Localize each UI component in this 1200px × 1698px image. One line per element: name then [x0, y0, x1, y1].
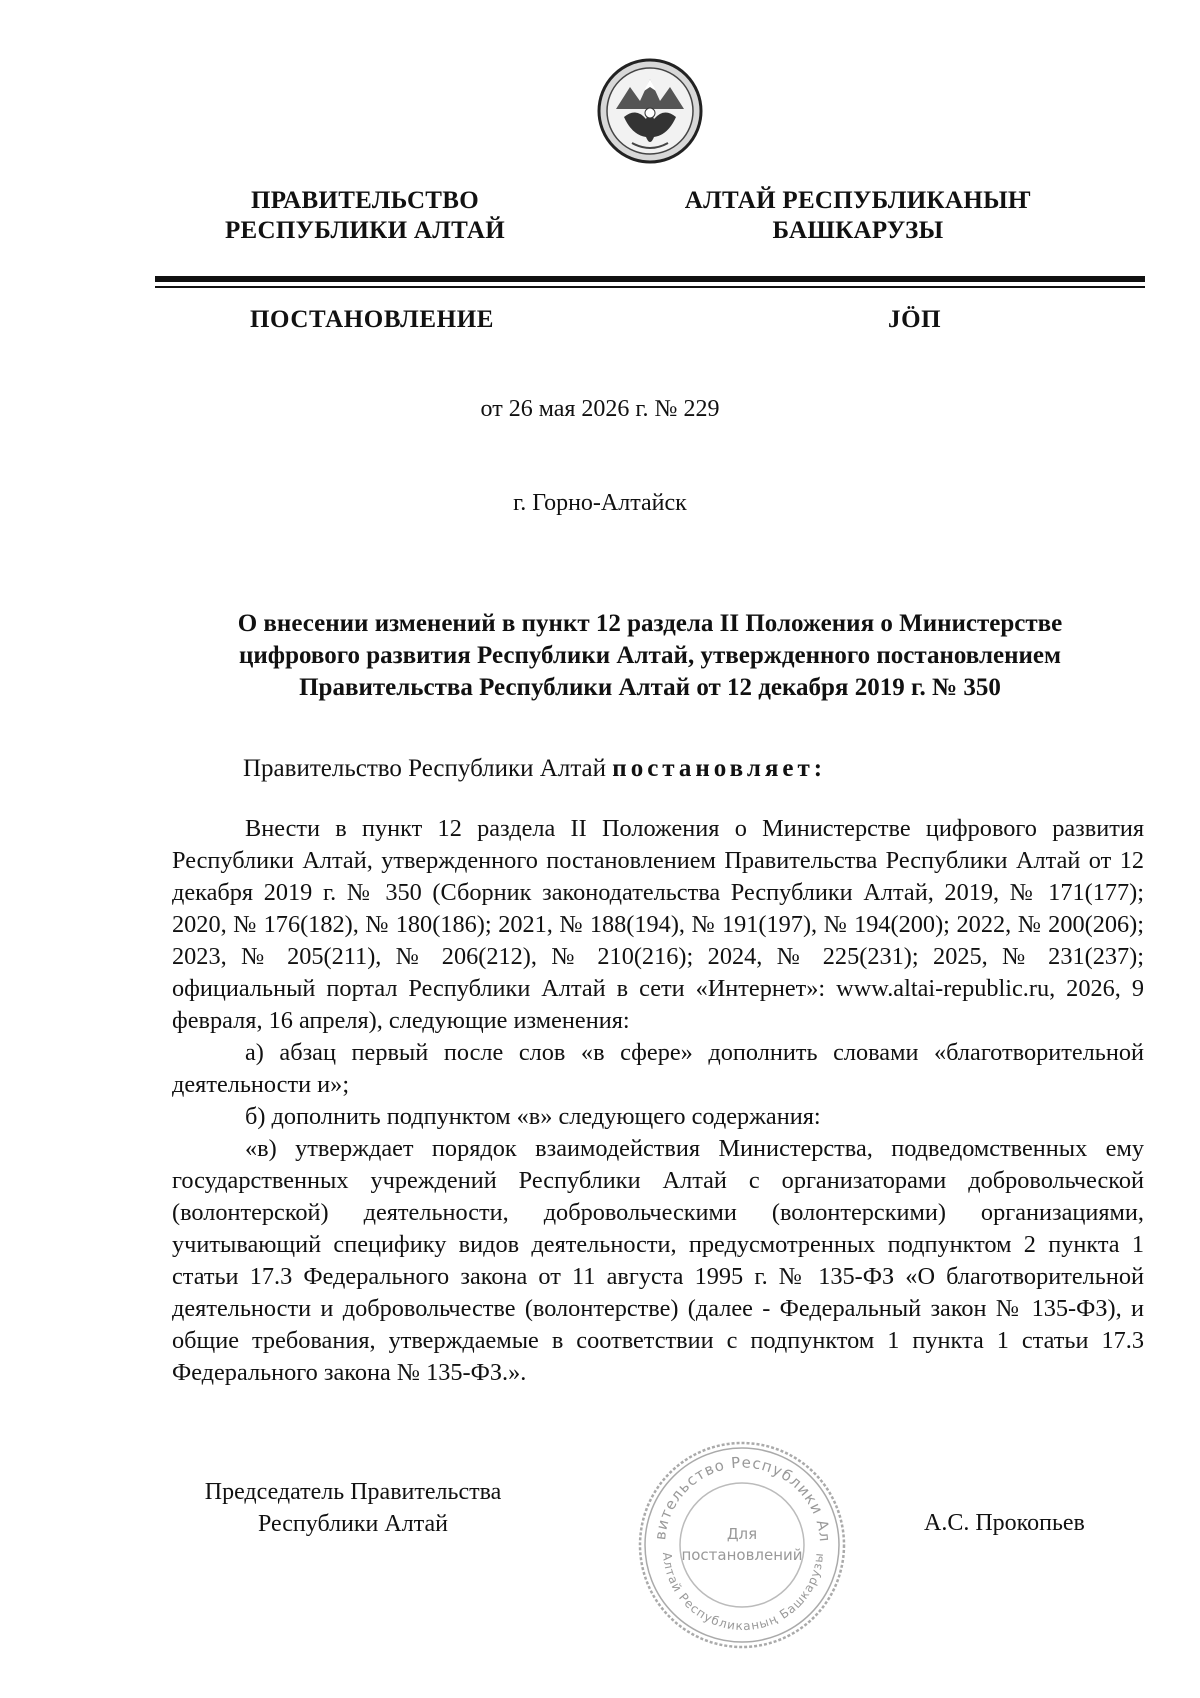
- signatory-position-line2: Республики Алтай: [258, 1511, 448, 1537]
- doc-type-altai: JÖП: [888, 306, 942, 333]
- preamble-text: Правительство Республики Алтай: [243, 755, 613, 782]
- stamp-seal-icon: [635, 1438, 850, 1653]
- preamble: [170, 755, 1130, 783]
- preamble-emphasis: постановляет:: [612, 755, 827, 782]
- header-left: [200, 186, 530, 246]
- signatory-position: [188, 1476, 518, 1540]
- body-paragraph: «в) утверждает порядок взаимодействия Министерства, подведомственных ему государственных учреждений Республики Алтай с организаторами добровольческой (волонтерской) деятельности, добровольческими (волонтерскими) организациями, учитывающий специфику видов деятельности, предусмотренных подпунктом 2 пункта 1 статьи 17.3 Федерального закона от 11 августа 1995 г. № 135-ФЗ «О благотворительной деятельности и добровольчестве (волонтерстве) (далее - Федеральный закон № 135-ФЗ), и общие требования, утверждаемые в соответствии с подпунктом 1 пункта 1 статьи 17.3 Федерального закона № 135-ФЗ.».: [172, 1135, 1144, 1386]
- header-right-line2: БАШКАРУЗЫ: [772, 217, 944, 244]
- coat-of-arms-emblem: [596, 57, 704, 165]
- stamp-inner-line1: Для: [726, 1525, 758, 1543]
- header-left-line2: РЕСПУБЛИКИ АЛТАЙ: [224, 217, 505, 244]
- title-line: О внесении изменений в пункт 12 раздела II Положения о Министерстве: [237, 610, 1063, 637]
- stamp-outer-text-bottom: Алтай Республиканың Башкарузы: [659, 1551, 827, 1634]
- signatory-name: А.С. Прокопьев: [924, 1510, 1085, 1536]
- stamp-inner-line2: постановлений: [681, 1546, 803, 1564]
- document-date-number: от 26 мая 2026 г. № 229: [480, 396, 720, 422]
- coat-of-arms-icon: [596, 57, 704, 165]
- header-divider-thick: [155, 276, 1145, 282]
- doc-type-russian: ПОСТАНОВЛЕНИЕ: [250, 306, 495, 333]
- document-title: [170, 608, 1130, 704]
- title-line: Правительства Республики Алтай от 12 декабря 2019 г. № 350: [299, 674, 1001, 701]
- header-left-line1: ПРАВИТЕЛЬСТВО: [251, 187, 479, 214]
- header-right-line1: АЛТАЙ РЕСПУБЛИКАНЫҤ: [684, 187, 1032, 214]
- document-body: [172, 813, 1144, 1389]
- signatory-position-line1: Председатель Правительства: [204, 1479, 502, 1505]
- body-paragraph: б) дополнить подпунктом «в» следующего содержания:: [245, 1103, 821, 1130]
- official-stamp: [635, 1438, 850, 1653]
- header-right: [668, 186, 1048, 246]
- body-paragraph: а) абзац первый после слов «в сфере» дополнить словами «благотворительной деятельности и»;: [172, 1039, 1144, 1098]
- stamp-outer-text: вительство Республики Ал: [651, 1453, 835, 1544]
- document-place: г. Горно-Алтайск: [513, 490, 687, 516]
- title-line: цифрового развития Республики Алтай, утвержденного постановлением: [239, 642, 1061, 669]
- body-paragraph: Внести в пункт 12 раздела II Положения о Министерстве цифрового развития Республики Алтай, утвержденного постановлением Правительства Республики Алтай от 12 декабря 2019 г. № 350 (Сборник законодательства Республики Алтай, 2019, № 171(177); 2020, № 176(182), № 180(186); 2021, № 188(194), № 191(197), № 194(200); 2022, № 200(206); 2023, № 205(211), № 206(212), № 210(216); 2024, № 225(231); 2025, № 231(237); официальный портал Республики Алтай в сети «Интернет»: www.altai-republic.ru, 2026, 9 февраля, 16 апреля), следующие изменения:: [172, 815, 1144, 1034]
- header-divider-thin: [155, 286, 1145, 288]
